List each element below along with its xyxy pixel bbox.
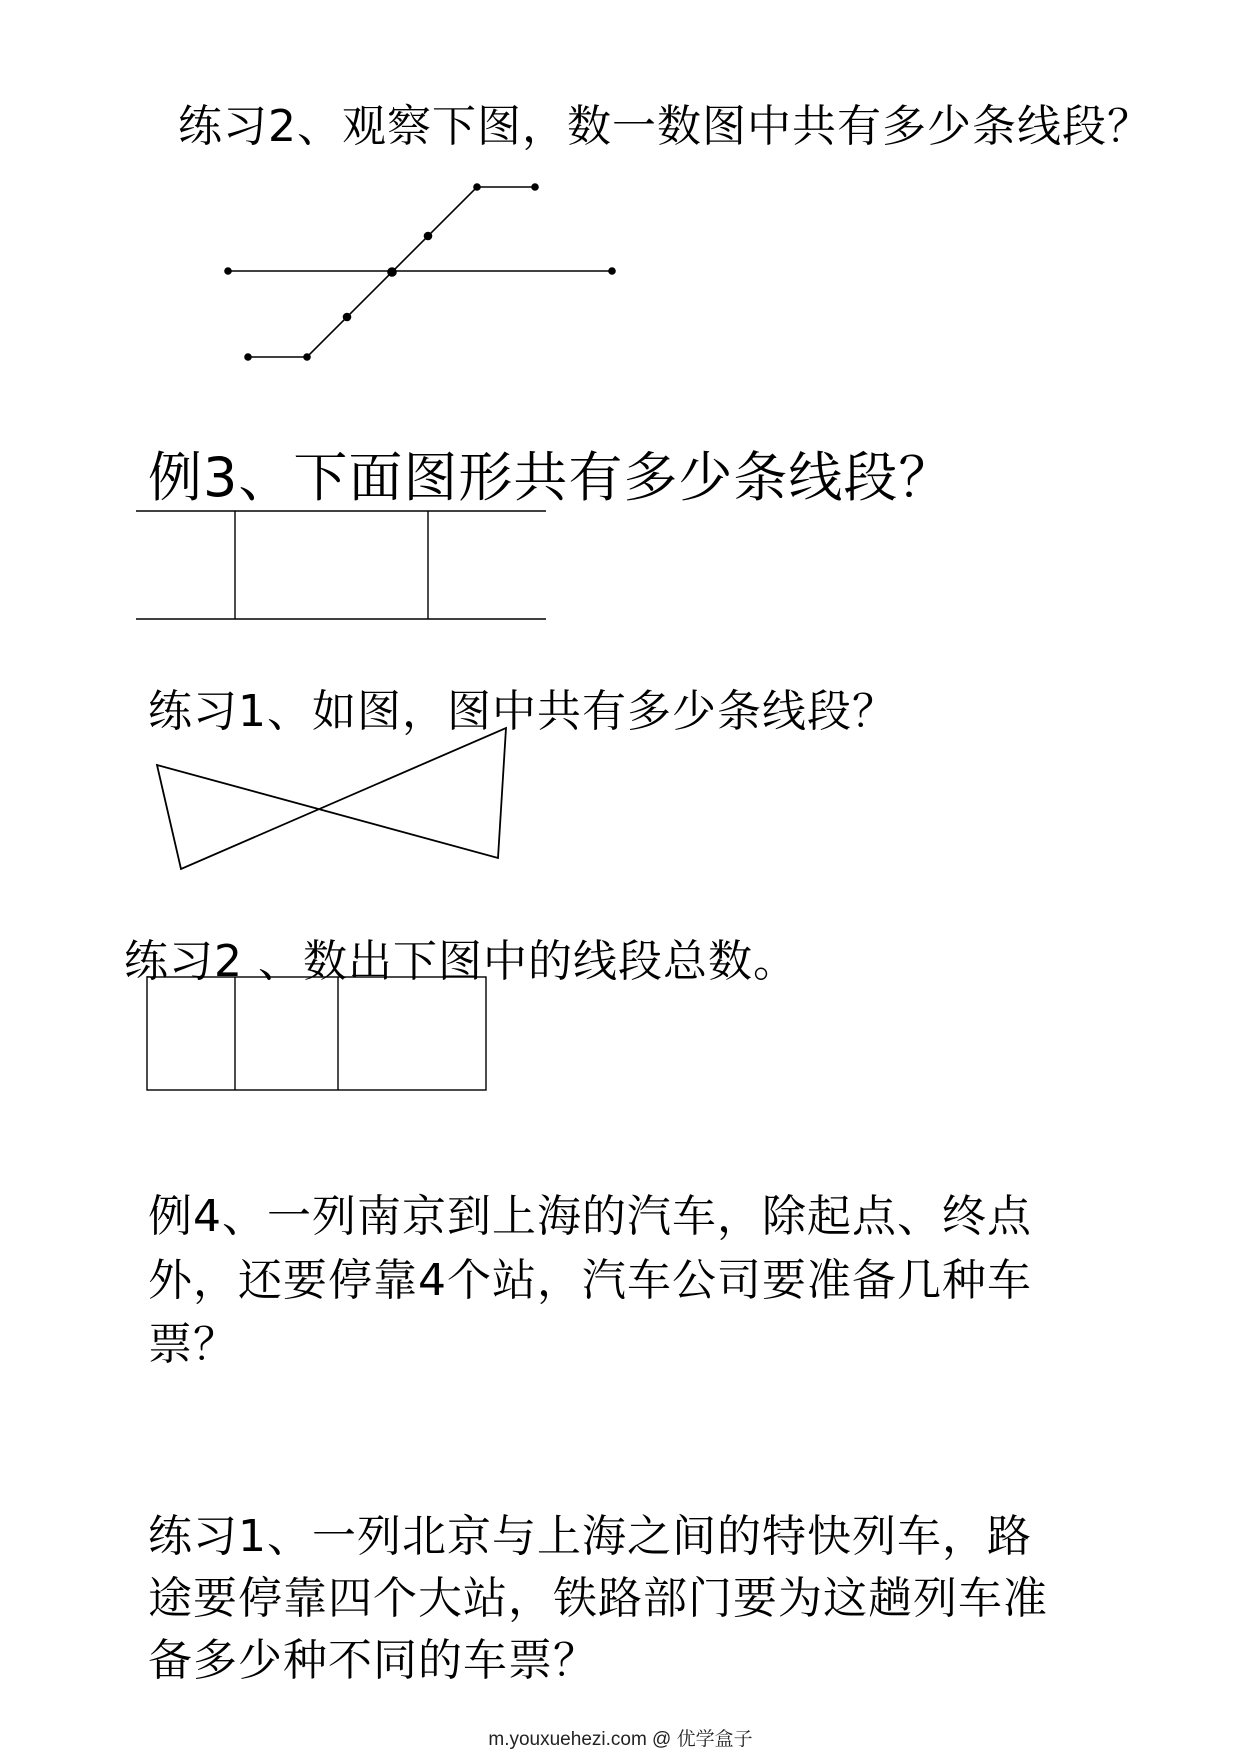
- figure-bowtie: [157, 728, 506, 869]
- footer-watermark: m.youxuehezi.com @ 优学盒子: [488, 1729, 753, 1750]
- exercise-2-count-question: 练习2 、数出下图中的线段总数。: [124, 936, 798, 987]
- point-dot: [304, 354, 310, 360]
- exercise-2-observe-question: 练习2、观察下图，数一数图中共有多少条线段？: [178, 101, 1152, 152]
- exercise-1-train-line-3: 备多少种不同的车票？: [148, 1635, 598, 1686]
- figure-open-rectangle: [136, 511, 546, 619]
- point-dot: [344, 314, 351, 321]
- example-3-question: 例3、下面图形共有多少条线段？: [148, 446, 954, 509]
- figure-three-box: [147, 977, 486, 1090]
- exercise-1-train-question: [148, 1506, 1078, 1692]
- exercise-1-figure-question: 练习1、如图，图中共有多少条线段？: [148, 686, 897, 737]
- example-4-line-3: 票？: [148, 1319, 238, 1370]
- example-4-line-1: 例4、一列南京到上海的汽车，除起点、终点: [148, 1191, 1032, 1242]
- example-4-line-2: 外，还要停靠4个站，汽车公司要准备几种车: [148, 1255, 1032, 1306]
- point-dot: [609, 268, 615, 274]
- point-dot: [474, 184, 480, 190]
- outer-rectangle: [147, 977, 486, 1090]
- zigzag-line: [248, 187, 535, 357]
- figure-crossing-segments: [225, 184, 615, 360]
- point-dot: [532, 184, 538, 190]
- point-dot: [425, 233, 432, 240]
- point-dot: [388, 268, 396, 276]
- point-dot: [225, 268, 231, 274]
- bowtie-outline: [157, 728, 506, 869]
- exercise-1-train-line-1: 练习1、一列北京与上海之间的特快列车，路: [148, 1511, 1032, 1562]
- example-4-question: [148, 1185, 1078, 1377]
- point-dot: [245, 354, 251, 360]
- exercise-1-train-line-2: 途要停靠四个大站，铁路部门要为这趟列车准: [148, 1573, 1048, 1624]
